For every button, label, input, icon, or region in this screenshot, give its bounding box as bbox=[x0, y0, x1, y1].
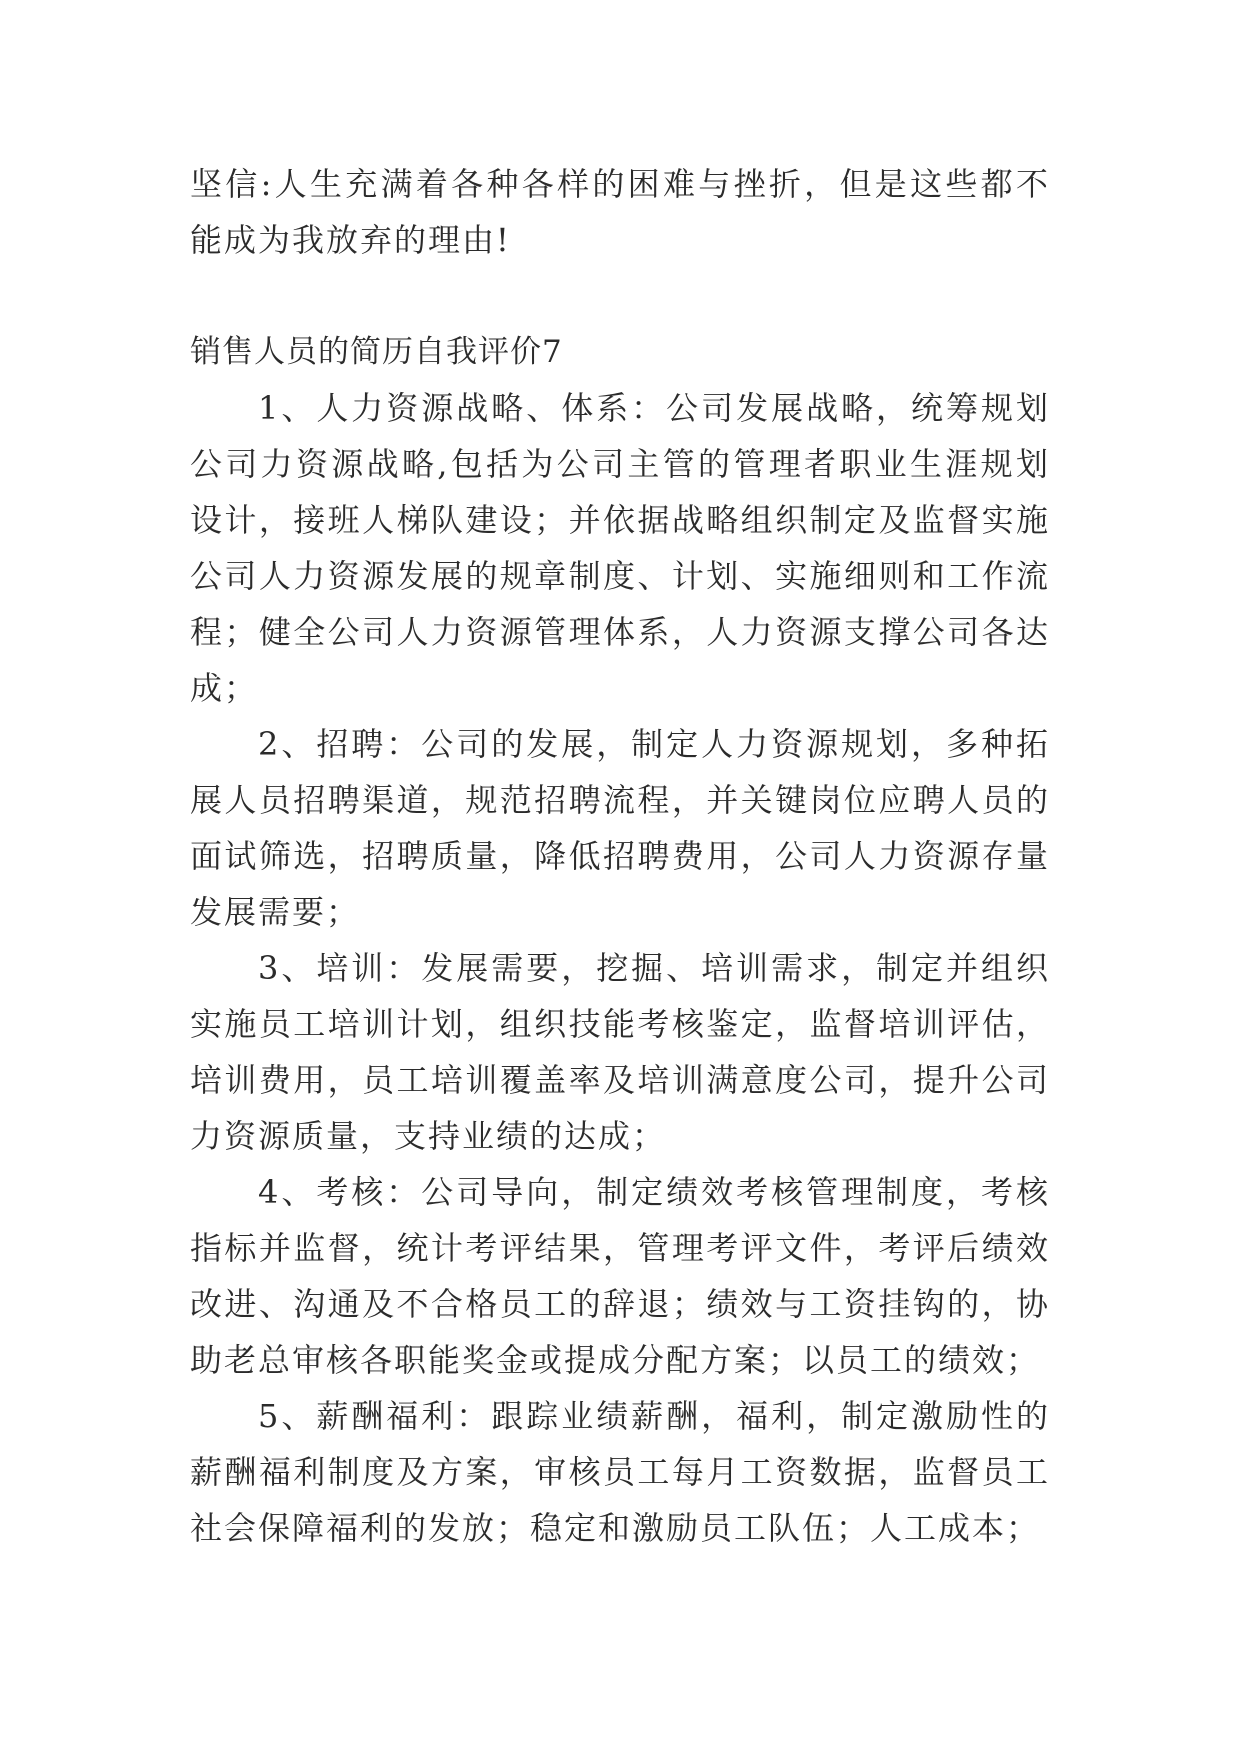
paragraph-assessment: 4、考核：公司导向，制定绩效考核管理制度，考核指标并监督，统计考评结果，管理考评文件，考评后绩效改进、沟通及不合格员工的辞退；绩效与工资挂钩的，协助老总审核各职能奖金或提成分配方案；以员工的绩效； bbox=[190, 1173, 1050, 1379]
paragraph-compensation: 5、薪酬福利：跟踪业绩薪酬，福利，制定激励性的薪酬福利制度及方案，审核员工每月工资数据，监督员工社会保障福利的发放；稳定和激励员工队伍；人工成本； bbox=[190, 1397, 1050, 1547]
paragraph-strategy: 1、人力资源战略、体系：公司发展战略，统筹规划公司力资源战略,包括为公司主管的管理者职业生涯规划设计，接班人梯队建设；并依据战略组织制定及监督实施公司人力资源发展的规章制度、计划、实施细则和工作流程；健全公司人力资源管理体系，人力资源支撑公司各达成； bbox=[190, 389, 1050, 707]
document-content bbox=[190, 156, 1050, 1556]
paragraph-training: 3、培训：发展需要，挖掘、培训需求，制定并组织实施员工培训计划，组织技能考核鉴定，监督培训评估，培训费用，员工培训覆盖率及培训满意度公司，提升公司力资源质量，支持业绩的达成； bbox=[190, 949, 1050, 1155]
intro-paragraph: 坚信:人生充满着各种各样的困难与挫折，但是这些都不能成为我放弃的理由! bbox=[190, 165, 1050, 259]
paragraph-recruitment: 2、招聘：公司的发展，制定人力资源规划，多种拓展人员招聘渠道，规范招聘流程，并关键岗位应聘人员的面试筛选，招聘质量，降低招聘费用，公司人力资源存量发展需要； bbox=[190, 725, 1050, 931]
section-title: 销售人员的简历自我评价7 bbox=[190, 334, 563, 370]
